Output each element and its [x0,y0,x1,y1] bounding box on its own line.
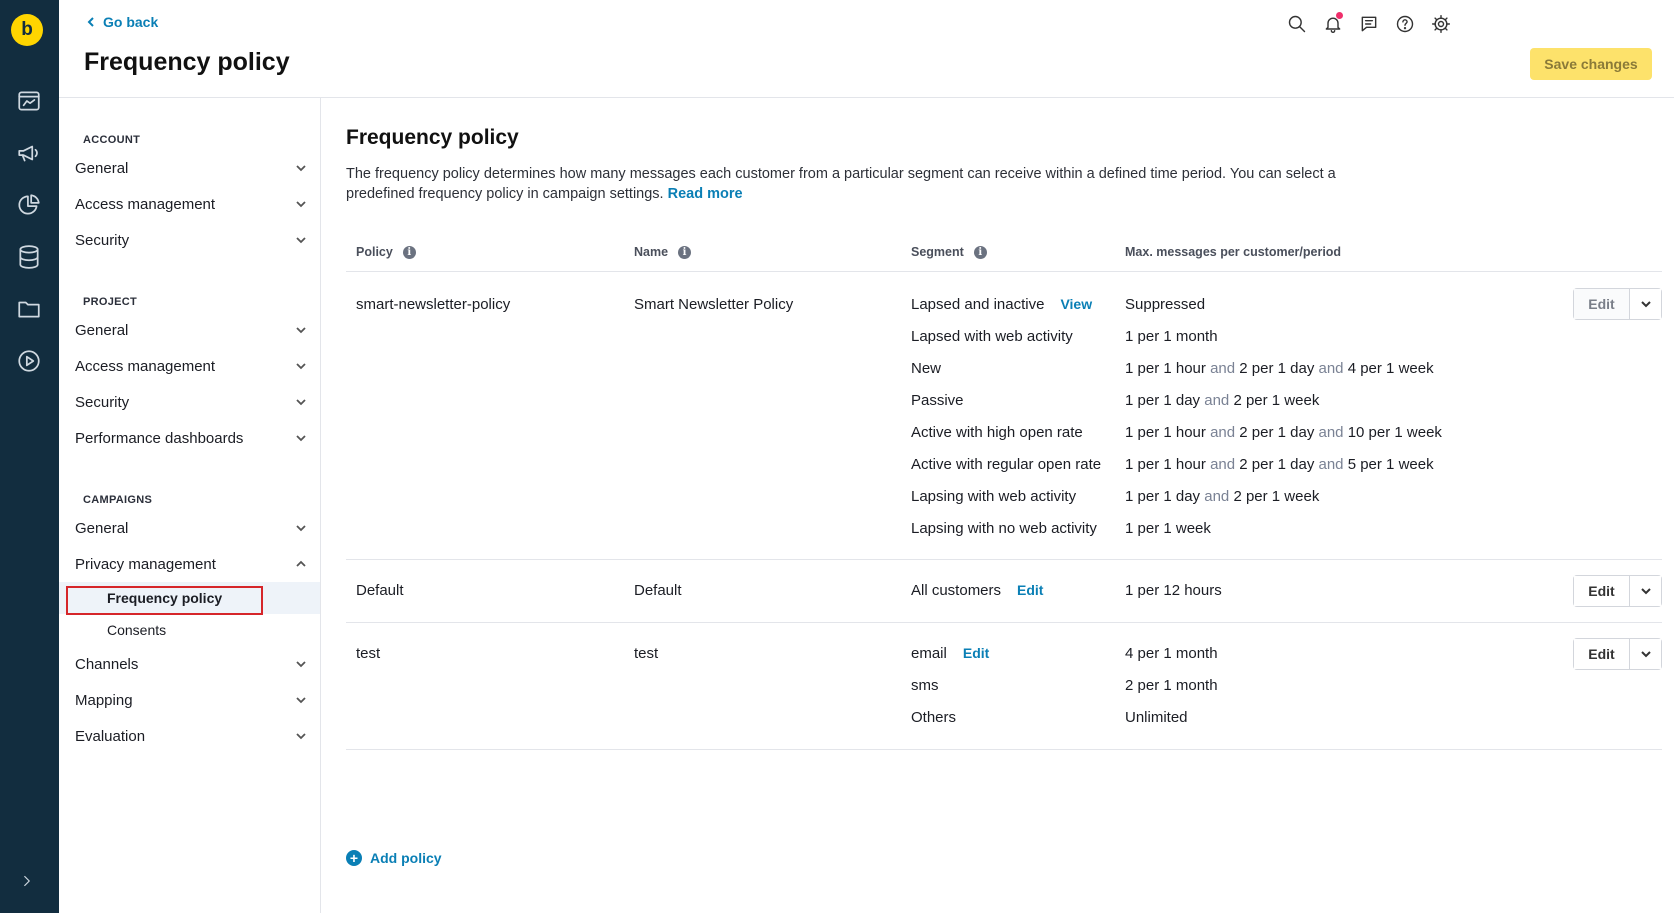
info-icon[interactable]: i [403,246,416,259]
limit-value: 2 per 1 week [1233,488,1320,505]
table-row [346,272,1662,560]
chevron-right-icon[interactable] [12,866,42,896]
limit-value: 4 per 1 month [1125,645,1218,662]
help-icon[interactable] [1393,12,1417,36]
segment-name: Lapsing with no web activity [911,520,1097,537]
pie-chart-icon[interactable] [14,190,44,220]
segment-name: Lapsed with web activity [911,328,1073,345]
segment-line [911,582,1043,599]
plus-circle-icon: + [346,850,362,866]
edit-dropdown-toggle[interactable] [1630,639,1661,669]
and-connector: and [1318,424,1344,441]
segment-name: email [911,645,947,662]
max-messages [1125,456,1434,473]
sidebar-item-label: General [75,519,129,537]
sidebar-item-label: Security [75,393,130,411]
sidebar-item-project-access-management[interactable] [75,352,307,380]
sidebar-item-account-security[interactable] [75,226,307,254]
add-policy-label: Add policy [370,850,442,866]
header-icons [1285,12,1453,36]
policy-name: Default [634,582,682,599]
chevron-down-icon [295,396,307,408]
sidebar-item-evaluation[interactable] [75,722,307,750]
sidebar-item-account-general[interactable] [75,154,307,182]
sidebar-item-privacy-management[interactable] [75,550,307,578]
table-row [346,623,1662,750]
sidebar-item-label: General [75,321,129,339]
max-messages [1125,582,1222,599]
limit-value: 1 per 1 hour [1125,360,1206,377]
and-connector: and [1204,488,1230,505]
max-messages [1125,328,1218,345]
and-connector: and [1318,360,1344,377]
segment-name: All customers [911,582,1002,599]
edit-policy-button[interactable]: Edit [1574,289,1630,319]
chevron-down-icon [1640,585,1652,597]
policy-table [346,228,1662,750]
read-more-link[interactable]: Read more [667,186,743,202]
sidebar-item-campaigns-general[interactable] [75,514,307,542]
column-header-segment [911,245,987,259]
megaphone-icon[interactable] [14,138,44,168]
column-label: Policy [356,245,393,259]
chevron-left-icon [85,16,97,28]
limit-value: 2 per 1 day [1239,424,1315,441]
max-messages [1125,520,1211,537]
page-title: Frequency policy [84,48,290,76]
table-header [346,228,1662,272]
segment-line [911,645,989,662]
segment-name: Lapsed and inactive [911,296,1045,313]
and-connector: and [1210,360,1236,377]
search-icon[interactable] [1285,12,1309,36]
limit-value: 2 per 1 week [1233,392,1320,409]
segment-line [911,520,1097,537]
app-logo[interactable]: b [11,14,43,46]
segment-name: New [911,360,942,377]
add-policy-button[interactable] [346,850,442,866]
limit-value: Suppressed [1125,296,1206,313]
limit-value: 1 per 1 day [1125,392,1201,409]
and-connector: and [1318,456,1344,473]
policy-name: test [634,645,659,662]
app-rail [0,0,59,913]
limit-value: 2 per 1 month [1125,677,1218,694]
chevron-down-icon [295,658,307,670]
sidebar-item-label: Access management [75,357,216,375]
go-back-label: Go back [103,14,159,30]
info-icon[interactable]: i [678,246,691,259]
segment-line [911,296,1092,313]
chevron-down-icon [295,432,307,444]
chevron-down-icon [1640,298,1652,310]
section-label-campaigns: CAMPAIGNS [83,494,153,506]
chevron-down-icon [295,324,307,336]
limit-value: 5 per 1 week [1347,456,1434,473]
and-connector: and [1204,392,1230,409]
limit-value: 2 per 1 day [1239,456,1315,473]
edit-policy-button[interactable]: Edit [1574,576,1630,606]
sidebar-subitem-frequency-policy[interactable]: Frequency policy [59,582,320,614]
edit-dropdown-toggle[interactable] [1630,289,1661,319]
column-label: Name [634,245,669,259]
column-header-name [634,245,691,259]
max-messages [1125,645,1218,662]
chevron-down-icon [295,234,307,246]
sidebar-item-project-performance-dashboards[interactable] [75,424,307,452]
chevron-down-icon [295,198,307,210]
segment-line [911,677,939,694]
segment-line [911,456,1101,473]
policy-id: test [356,645,381,662]
gear-icon[interactable] [1429,12,1453,36]
sidebar-item-project-security[interactable] [75,388,307,416]
column-label: Segment [911,245,964,259]
max-messages [1125,677,1218,694]
max-messages [1125,296,1205,313]
edit-button-group [1573,288,1662,320]
chevron-down-icon [295,694,307,706]
and-connector: and [1210,424,1236,441]
chevron-down-icon [1640,648,1652,660]
segment-name: Passive [911,392,964,409]
segment-name: Others [911,709,957,726]
segment-line [911,328,1073,345]
sidebar-item-label: Mapping [75,691,133,709]
notification-dot [1336,12,1343,19]
table-row [346,560,1662,623]
limit-value: 1 per 1 hour [1125,424,1206,441]
section-description [346,164,1346,204]
edit-button-group [1573,575,1662,607]
max-messages [1125,360,1434,377]
segment-name: Lapsing with web activity [911,488,1077,505]
policy-name: Smart Newsletter Policy [634,296,794,313]
sidebar-item-label: Access management [75,195,216,213]
segment-line [911,424,1083,441]
limit-value: 1 per 1 day [1125,488,1201,505]
chevron-up-icon [295,558,307,570]
view-segment-link[interactable]: View [1060,296,1093,312]
edit-dropdown-toggle[interactable] [1630,576,1661,606]
chevron-down-icon [295,162,307,174]
column-label: Max. messages per customer/period [1125,245,1342,259]
max-messages [1125,488,1319,505]
chevron-down-icon [295,522,307,534]
folder-icon[interactable] [14,294,44,324]
edit-button-group [1573,638,1662,670]
segment-line [911,360,941,377]
limit-value: 4 per 1 week [1347,360,1434,377]
segment-line [911,392,964,409]
segment-line [911,488,1076,505]
policy-id: Default [356,582,404,599]
limit-value: 1 per 1 week [1125,520,1211,537]
sidebar-item-account-access-management[interactable] [75,190,307,218]
limit-value: 1 per 12 hours [1125,582,1222,599]
section-label-account: ACCOUNT [83,134,141,146]
edit-segment-link[interactable]: Edit [1017,582,1044,598]
sidebar-item-project-general[interactable] [75,316,307,344]
sidebar-item-label: Evaluation [75,727,146,745]
sidebar-item-label: General [75,159,129,177]
segment-name: Active with high open rate [911,424,1083,441]
sidebar-item-label: Performance dashboards [75,429,244,447]
save-changes-button[interactable]: Save changes [1530,48,1652,80]
segment-name: Active with regular open rate [911,456,1102,473]
column-header-policy [356,245,416,259]
play-circle-icon[interactable] [14,346,44,376]
sidebar-item-label: Privacy management [75,555,216,573]
max-messages [1125,709,1188,726]
policy-id: smart-newsletter-policy [356,296,511,313]
max-messages [1125,392,1319,409]
sidebar-item-channels[interactable] [75,650,307,678]
segment-name: sms [911,677,939,694]
sidebar-item-mapping[interactable] [75,686,307,714]
edit-segment-link[interactable]: Edit [962,645,990,661]
sidebar-item-label: Channels [75,655,139,673]
limit-value: 2 per 1 day [1239,360,1315,377]
chevron-down-icon [295,730,307,742]
chevron-down-icon [295,360,307,372]
section-label-project: PROJECT [83,296,138,308]
segment-line [911,709,956,726]
sidebar-item-label: Security [75,231,130,249]
description-text: The frequency policy determines how many messages each customer from a particular segment can receive within a defined time period. You can select a predefined frequency policy in campaign settings. [346,166,1336,202]
limit-value: Unlimited [1125,709,1188,726]
dashboard-icon[interactable] [14,86,44,116]
limit-value: 10 per 1 week [1347,424,1442,441]
go-back-link[interactable] [85,14,158,30]
edit-policy-button[interactable]: Edit [1574,639,1630,669]
column-header-max-messages [1125,245,1341,259]
info-icon[interactable]: i [974,246,987,259]
page-header [59,0,1674,98]
settings-sidebar [59,98,321,913]
database-icon[interactable] [14,242,44,272]
limit-value: 1 per 1 month [1125,328,1218,345]
sidebar-subitem-consents[interactable]: Consents [107,622,167,638]
bell-icon[interactable] [1321,12,1345,36]
limit-value: 1 per 1 hour [1125,456,1206,473]
chat-icon[interactable] [1357,12,1381,36]
section-title: Frequency policy [346,126,519,149]
and-connector: and [1210,456,1236,473]
max-messages [1125,424,1442,441]
